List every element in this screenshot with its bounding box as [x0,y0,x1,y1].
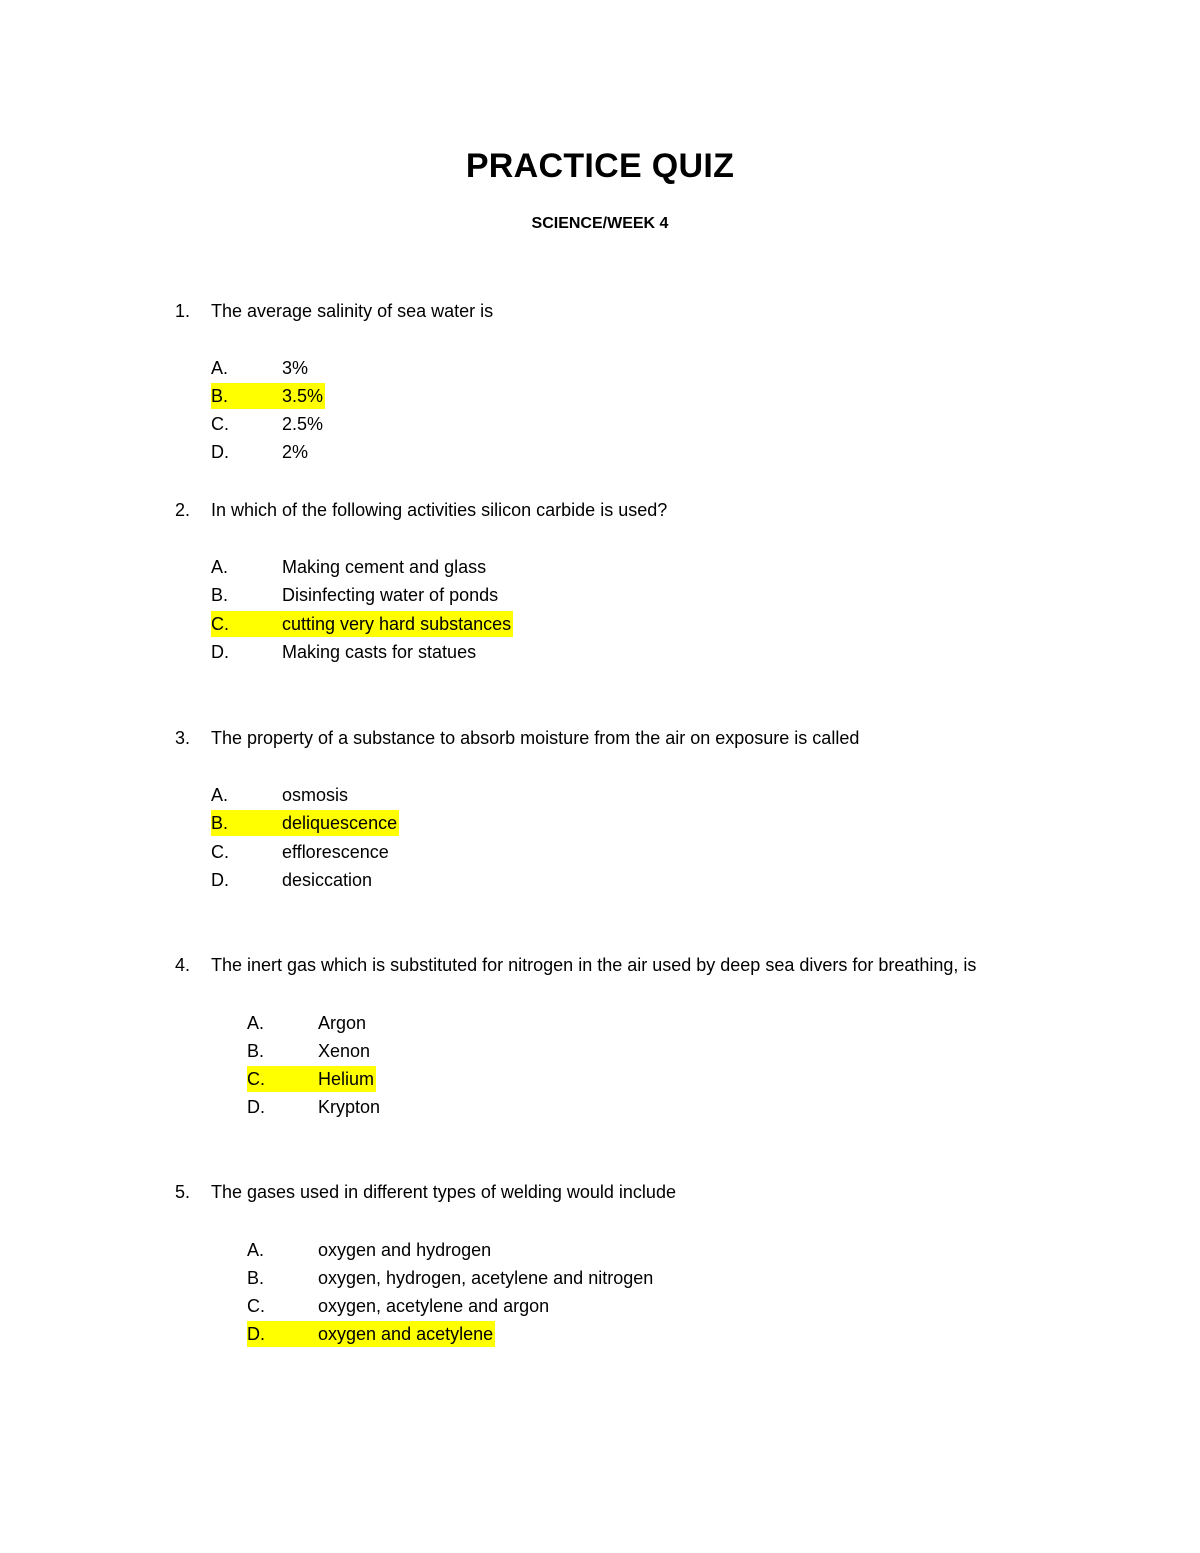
option-text: efflorescence [282,842,389,862]
option-letter: D. [211,870,229,890]
option-text: cutting very hard substances [282,614,512,634]
question-number: 2. [175,500,191,520]
option-letter: D. [211,442,229,462]
option-row [211,867,374,893]
option-text: oxygen, hydrogen, acetylene and nitrogen [318,1268,654,1288]
option-text: Krypton [318,1097,381,1117]
question-number: 3. [175,728,191,748]
option-letter: D. [247,1097,265,1117]
option-row [247,1265,655,1291]
question-text: The inert gas which is substituted for nitrogen in the air used by deep sea divers for breathing, is [211,955,977,975]
option-letter: A. [211,358,229,378]
option-text: Helium [318,1069,375,1089]
option-row [211,554,488,580]
option-text: desiccation [282,870,373,890]
option-letter: A. [211,785,229,805]
page-subtitle: SCIENCE/WEEK 4 [531,215,669,232]
question-number: 4. [175,955,191,975]
option-letter: B. [211,813,229,833]
option-letter: A. [211,557,229,577]
question-text: The average salinity of sea water is [211,301,494,321]
option-letter: A. [247,1240,265,1260]
option-row [247,1038,372,1064]
question-number: 5. [175,1182,191,1202]
option-letter: B. [247,1041,265,1061]
option-letter: C. [211,414,229,434]
question-number: 1. [175,301,191,321]
option-text: 3% [282,358,309,378]
option-row [211,639,478,665]
option-letter: B. [211,585,229,605]
option-letter: C. [211,842,229,862]
question-text: The gases used in different types of welding would include [211,1182,676,1202]
option-row-correct [211,383,325,409]
option-row-correct [247,1066,376,1092]
option-text: Disinfecting water of ponds [282,585,499,605]
option-text: Argon [318,1013,367,1033]
option-letter: D. [211,642,229,662]
option-row [211,411,325,437]
option-text: 3.5% [282,386,324,406]
option-letter: C. [247,1069,265,1089]
option-letter: B. [247,1268,265,1288]
option-text: Making casts for statues [282,642,477,662]
option-letter: A. [247,1013,265,1033]
option-text: 2.5% [282,414,324,434]
option-row-correct [247,1321,495,1347]
option-letter: C. [247,1296,265,1316]
option-letter: C. [211,614,229,634]
option-text: oxygen and hydrogen [318,1240,492,1260]
option-row [211,439,310,465]
option-text: oxygen, acetylene and argon [318,1296,550,1316]
question-text: The property of a substance to absorb moisture from the air on exposure is called [211,728,860,748]
option-text: oxygen and acetylene [318,1324,494,1344]
option-row-correct [211,810,399,836]
option-text: deliquescence [282,813,398,833]
question-text: In which of the following activities silicon carbide is used? [211,500,668,520]
option-row [211,582,500,608]
option-row [247,1293,551,1319]
option-row [247,1010,368,1036]
option-letter: D. [247,1324,265,1344]
option-text: osmosis [282,785,349,805]
option-text: 2% [282,442,309,462]
option-row-correct [211,611,513,637]
option-row [211,355,310,381]
option-text: Xenon [318,1041,371,1061]
option-row [211,782,350,808]
option-text: Making cement and glass [282,557,487,577]
page-title: PRACTICE QUIZ [465,147,735,185]
option-row [247,1094,382,1120]
option-row [247,1237,493,1263]
option-row [211,839,391,865]
option-letter: B. [211,386,229,406]
